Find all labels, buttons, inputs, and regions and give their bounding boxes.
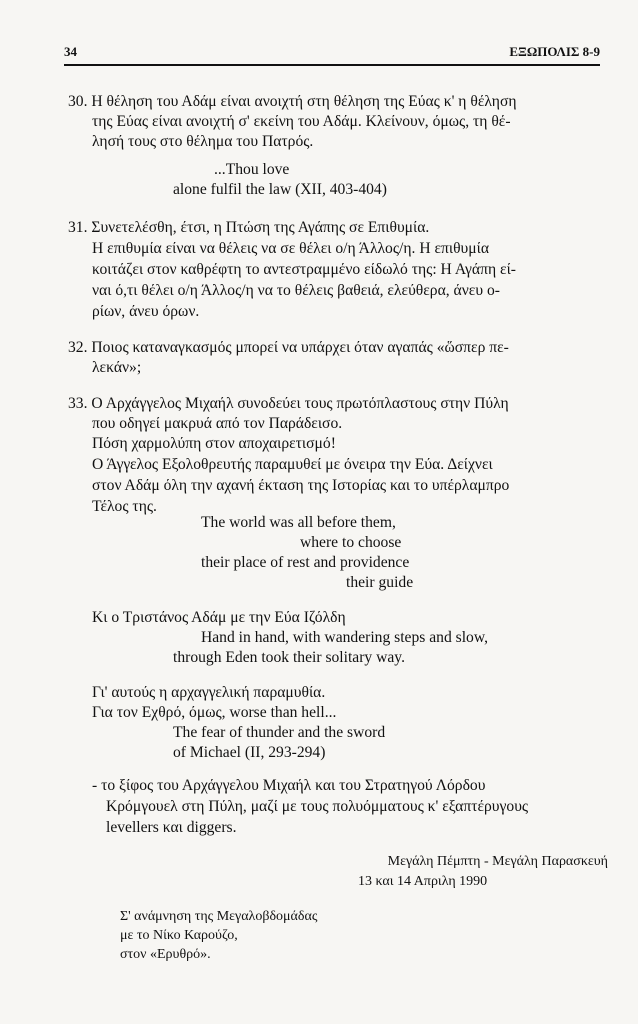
s32-line-2: λεκάν»; <box>92 359 142 376</box>
s33-quote1-line-4: their guide <box>346 574 414 591</box>
s30-line-1: 30. Η θέληση του Αδάμ είναι ανοιχτή στη θέληση της Εύας κ' η θέληση <box>68 93 517 110</box>
s33-quote1-line-1: The world was all before them, <box>201 514 396 531</box>
s33-line-5: στον Αδάμ όλη την αχανή έκταση της Ιστορίας και το υπέρλαμπρο <box>92 477 510 494</box>
dedication-2: με το Νίκο Καρούζο, <box>120 928 238 943</box>
running-title: ΕΞΩΠΟΛΙΣ 8-9 <box>509 44 600 59</box>
s31-line-3: κοιτάζει στον καθρέφτη το αντεστραμμένο είδωλό της: Η Αγάπη εί- <box>92 261 516 278</box>
s33-quote3-line-1: The fear of thunder and the sword <box>173 724 386 741</box>
s31-line-1: 31. Συνετελέσθη, έτσι, η Πτώση της Αγάπης σε Επιθυμία. <box>68 219 430 236</box>
s33-tristan-line: Κι ο Τριστάνος Αδάμ με την Εύα Ιζόλδη <box>92 609 346 626</box>
s33-closing-2: Κρόμγουελ στη Πύλη, μαζί με τους πολυόμματους κ' εξαπτέρυγους <box>106 798 529 815</box>
s33-closing-3: levellers και diggers. <box>106 819 237 836</box>
dateline-2: 13 και 14 Απριλη 1990 <box>358 874 488 889</box>
s33-quote2-line-2: through Eden took their solitary way. <box>173 649 405 666</box>
dateline-1: Μεγάλη Πέμπτη - Μεγάλη Παρασκευή <box>387 854 608 869</box>
header-rule <box>64 64 600 66</box>
s33-consolation-1: Γι' αυτούς η αρχαγγελική παραμυθία. <box>92 684 326 701</box>
s33-line-4: Ο Άγγελος Εξολοθρευτής παραμυθεί με όνειρα την Εύα. Δείχνει <box>92 456 493 473</box>
s30-line-3: λησή τους στο θέλημα του Πατρός. <box>92 133 314 150</box>
s33-line-2: που οδηγεί μακρυά από τον Παράδεισο. <box>92 415 343 432</box>
running-header <box>64 44 600 62</box>
s33-quote2-line-1: Hand in hand, with wandering steps and slow, <box>201 629 488 646</box>
s33-line-1: 33. Ο Αρχάγγελος Μιχαήλ συνοδεύει τους πρωτόπλαστους στην Πύλη <box>68 395 509 412</box>
dedication-3: στον «Ερυθρό». <box>120 947 211 962</box>
s32-line-1: 32. Ποιος καταναγκασμός μπορεί να υπάρχει όταν αγαπάς «ὥσπερ πε- <box>68 339 509 356</box>
s33-consolation-2: Για τον Εχθρό, όμως, worse than hell... <box>92 704 337 721</box>
s33-quote3-line-2: of Michael (II, 293-294) <box>173 744 326 761</box>
s31-line-2: Η επιθυμία είναι να θέλεις να σε θέλει ο/η Άλλος/η. Η επιθυμία <box>92 240 490 257</box>
page-number: 34 <box>64 44 77 59</box>
s30-line-2: της Εύας είναι ανοιχτή σ' εκείνη του Αδάμ. Κλείνουν, όμως, τη θέ- <box>92 113 511 130</box>
s31-line-4: ναι ό,τι θέλει ο/η Άλλος/η να το θέλεις βαθειά, ελεύθερα, άνευ ο- <box>92 282 500 299</box>
s30-quote-1: ...Thou love <box>214 161 290 178</box>
s33-closing-1: - το ξίφος του Αρχάγγελου Μιχαήλ και του Στρατηγού Λόρδου <box>92 777 486 794</box>
dedication-1: Σ' ανάμνηση της Μεγαλοβδομάδας <box>120 909 318 924</box>
s33-line-3: Πόση χαρμολύπη στον αποχαιρετισμό! <box>92 435 336 452</box>
s33-quote1-line-2: where to choose <box>300 534 402 551</box>
s33-quote1-line-3: their place of rest and providence <box>201 554 410 571</box>
s33-line-6: Τέλος της. <box>92 498 157 515</box>
s31-line-5: ρίων, άνευ όρων. <box>92 303 200 320</box>
s30-quote-2: alone fulfil the law (XII, 403-404) <box>173 181 387 198</box>
